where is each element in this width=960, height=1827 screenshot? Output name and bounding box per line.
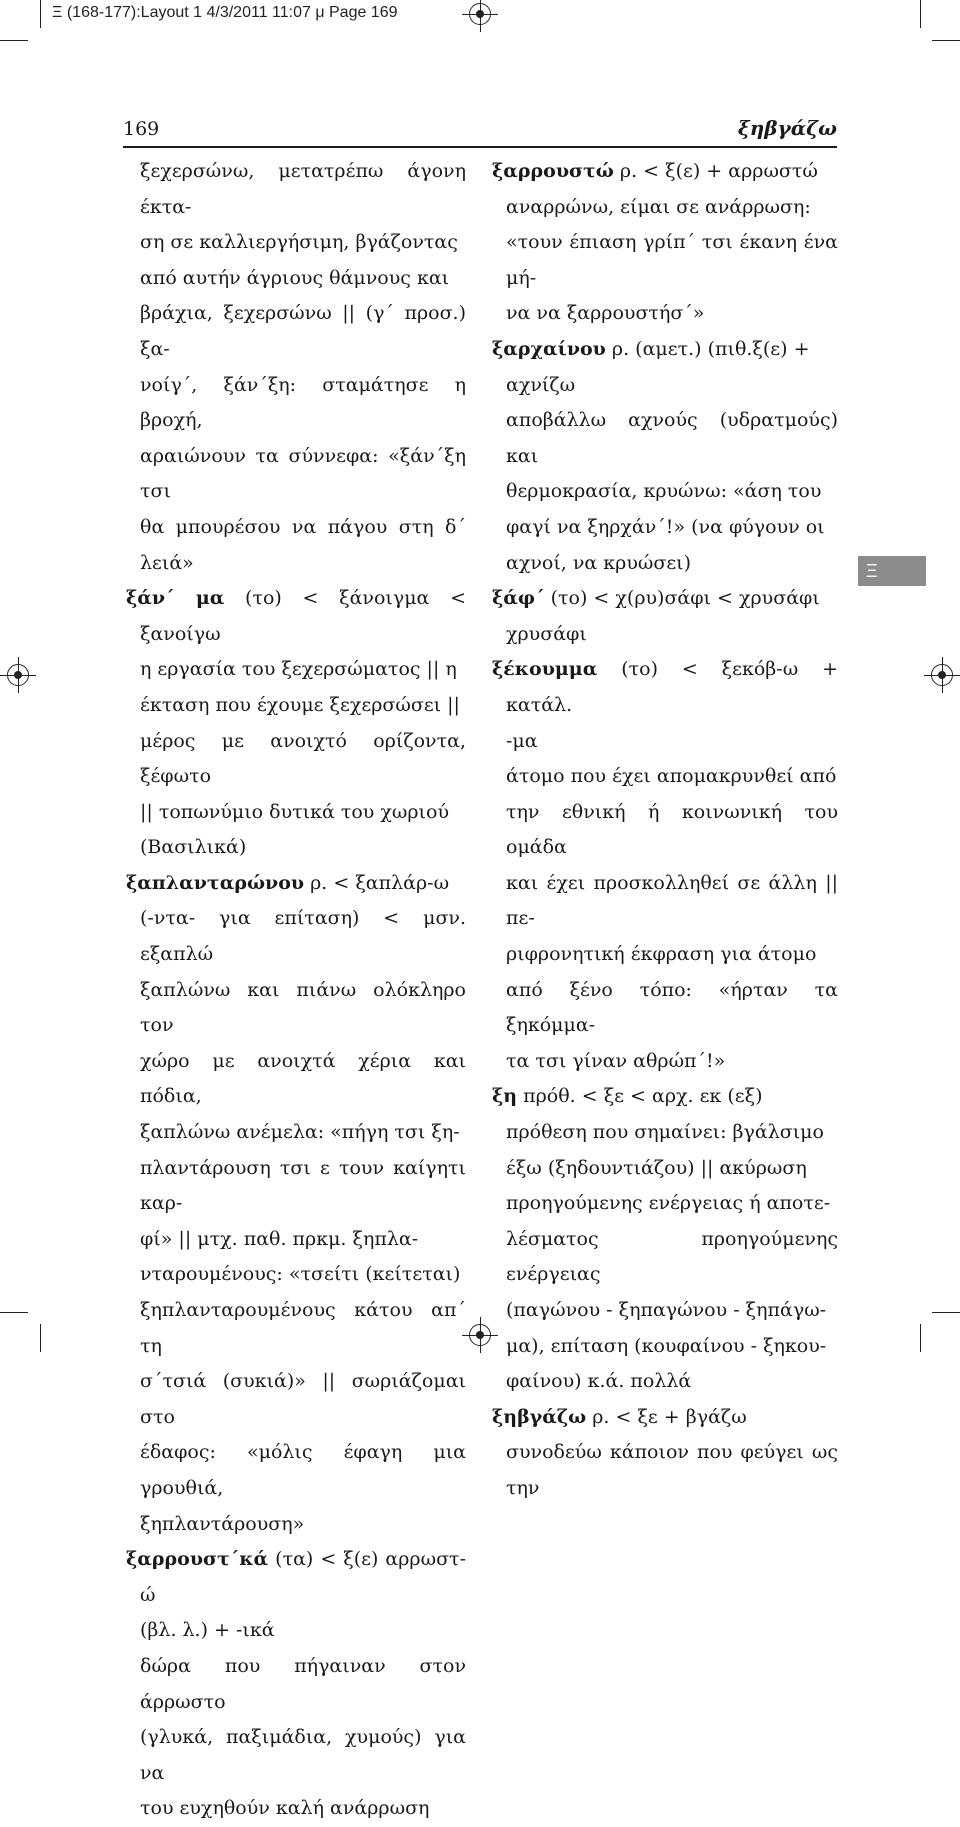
headword: ξαπλανταρώνου xyxy=(126,871,305,894)
dictionary-entry-head xyxy=(126,1542,466,1613)
dictionary-entry-head xyxy=(492,154,838,190)
crop-mark-bottom-right-h xyxy=(932,1312,960,1313)
thumb-index-tab: Ξ xyxy=(858,556,926,586)
definition-line: ξηπλανταρουμένους κάτου απ΄ τη xyxy=(140,1299,466,1357)
definition-line: αχνοί, να κρυώσει) xyxy=(506,551,692,574)
definition-line: (βλ. λ.) + -ικά xyxy=(140,1619,275,1642)
definition-line: αραιώνουν τα σύννεφα: «ξάν΄ξη τσι xyxy=(140,444,466,503)
definition-line: (-ντα- για επίταση) < μσν. εξαπλώ xyxy=(140,907,466,966)
definition-line: φαίνου) κ.ά. πολλά xyxy=(506,1370,692,1393)
definition-line: ριφρονητική έκφραση για άτομο xyxy=(506,943,817,966)
definition-line: || τοπωνύμιο δυτικά του χωριού xyxy=(140,800,450,823)
definition-line: να να ξαρρουστήσ΄» xyxy=(506,302,705,325)
headword: ξέκουμμα xyxy=(492,658,598,681)
definition-line: βράχια, ξεχερσώνω || (γ΄ προσ.) ξα- xyxy=(140,302,466,360)
definition-line: πλαντάρουση τσι ε τουν καίγητι καρ- xyxy=(140,1156,466,1215)
registration-mark-bottom-icon xyxy=(469,1324,491,1346)
etymology: (το) < ξάνοιγμα < ξανοίγω xyxy=(140,587,467,645)
definition-line: (παγώνου - ξηπαγώνου - ξηπάγω- xyxy=(506,1299,827,1321)
definition-line: προηγούμενης ενέργειας ή αποτε- xyxy=(506,1192,831,1215)
headword: ξάφ΄ xyxy=(492,587,545,610)
header-rule xyxy=(123,146,837,148)
definition-line: η εργασία του ξεχερσώματος || η xyxy=(140,658,457,681)
etymology: ρ. < ξαπλάρ-ω xyxy=(304,871,450,894)
crop-mark-bottom-left-h xyxy=(0,1312,28,1313)
crop-mark-top-right xyxy=(920,0,921,28)
definition-line: χρυσάφι xyxy=(506,622,587,645)
definition-line: αποβάλλω αχνούς (υδρατμούς) και xyxy=(506,409,838,467)
definition-line: αχνίζω xyxy=(506,373,576,396)
definition-line: έδαφος: «μόλις έφαγη μια γρουθιά, xyxy=(140,1441,466,1499)
definition-line: φί» || μτχ. παθ. πρκμ. ξηπλα- xyxy=(140,1227,419,1250)
etymology: (το) < χ(ρυ)σάφι < χρυσάφι xyxy=(544,587,820,610)
definition-line: θα μπουρέσου να πάγου στη δ΄ λειά» xyxy=(140,515,466,574)
definition-line: «τουν έπιαση γρίπ΄ τσι έκανη ένα μή- xyxy=(506,231,838,289)
headword: ξη xyxy=(492,1085,518,1108)
definition-line: τα τσι γίναν αθρώπ΄!» xyxy=(506,1049,726,1072)
dictionary-entry-head xyxy=(492,1079,838,1115)
etymology: ρ. (αμετ.) (πιθ.ξ(ε) + xyxy=(605,337,810,360)
definition-line: και έχει προσκολληθεί σε άλλη || πε- xyxy=(506,871,838,930)
definition-line: λέσματος προηγούμενης ενέργειας xyxy=(506,1227,838,1286)
definition-line: αναρρώνω, είμαι σε ανάρρωση: xyxy=(506,195,811,218)
definition-line: ξαπλώνω και πιάνω ολόκληρο τον xyxy=(140,978,466,1037)
definition-line: άτομο που έχει απομακρυνθεί από xyxy=(506,765,837,788)
crop-mark-bottom-left xyxy=(40,1324,41,1352)
dictionary-entry-head xyxy=(126,866,466,902)
definition-line: νοίγ΄, ξάν΄ξη: σταμάτησε η βροχή, xyxy=(140,373,466,432)
crop-mark-top-left-h xyxy=(0,40,28,41)
definition-line: ξαπλώνω ανέμελα: «πήγη τσι ξη- xyxy=(140,1121,460,1144)
definition-line: -μα xyxy=(506,729,538,752)
crop-mark-top-right-h xyxy=(932,40,960,41)
headword: ξάν΄ μα xyxy=(126,587,225,610)
headword: ξαρρουστώ xyxy=(492,160,614,182)
etymology: (το) < ξεκόβ-ω + κατάλ. xyxy=(506,658,838,716)
definition-line: έξω (ξηδουντιάζου) || ακύρωση xyxy=(506,1156,807,1179)
page-number: 169 xyxy=(123,118,160,140)
definition-line: έκταση που έχουμε ξεχερσώσει || xyxy=(140,693,460,716)
dictionary-entry-head xyxy=(492,332,838,368)
crop-mark-bottom-right xyxy=(920,1324,921,1352)
dictionary-entry-head xyxy=(126,581,466,652)
definition-line: φαγί να ξηρχάν΄!» (να φύγουν οι xyxy=(506,515,825,538)
etymology: ρ. < ξ(ε) + αρρωστώ xyxy=(613,160,818,182)
crop-mark-top-left xyxy=(40,0,41,28)
running-head: ξηβγάζω xyxy=(737,116,837,140)
definition-line: νταρουμένους: «τσείτι (κείτεται) xyxy=(140,1263,461,1286)
dictionary-entry-head xyxy=(492,1400,838,1436)
definition-line: την εθνική ή κοινωνική του ομάδα xyxy=(506,800,838,859)
headword: ξαρρουστ΄κά xyxy=(126,1548,269,1571)
definition-line: από ξένο τόπο: «ήρταν τα ξηκόμμα- xyxy=(506,978,838,1037)
left-column xyxy=(126,154,466,1827)
dictionary-entry-head xyxy=(492,652,838,723)
right-column xyxy=(492,154,838,1507)
dictionary-entry-head xyxy=(492,581,838,617)
registration-mark-right-icon xyxy=(931,664,953,686)
definition-line: πρόθεση που σημαίνει: βγάλσιμο xyxy=(506,1121,824,1144)
definition-line: μέρος με ανοιχτό ορίζοντα, ξέφωτο xyxy=(140,729,466,788)
print-slug: Ξ (168-177):Layout 1 4/3/2011 11:07 μ Page 169 xyxy=(52,4,398,21)
definition-line: από αυτήν άγριους θάμνους και xyxy=(140,266,450,289)
definition-line: (Βασιλικά) xyxy=(140,836,247,859)
definition-line: χώρο με ανοιχτά χέρια και πόδια, xyxy=(140,1049,466,1108)
headword: ξηβγάζω xyxy=(492,1405,587,1428)
definition-line: σ΄τσιά (συκιά)» || σωριάζομαι στο xyxy=(140,1370,466,1428)
definition-line: ξηπλαντάρουση» xyxy=(140,1512,305,1535)
definition-line: μα), επίταση (κουφαίνου - ξηκου- xyxy=(506,1334,827,1357)
registration-mark-left-icon xyxy=(7,664,29,686)
definition-line: ξεχερσώνω, μετατρέπω άγονη έκτα- xyxy=(140,160,466,218)
etymology: πρόθ. < ξε < αρχ. εκ (εξ) xyxy=(517,1085,763,1108)
definition-line: συνοδεύω κάποιον που φεύγει ως την xyxy=(506,1441,838,1499)
headword: ξαρχαίνου xyxy=(492,337,606,360)
definition-line: (γλυκά, παξιμάδια, χυμούς) για να xyxy=(140,1726,466,1784)
definition-line: ση σε καλλιεργήσιμη, βγάζοντας xyxy=(140,231,458,254)
definition-line: δώρα που πήγαιναν στον άρρωστο xyxy=(140,1654,466,1713)
etymology: ρ. < ξε + βγάζω xyxy=(586,1405,747,1428)
definition-line: του ευχηθούν καλή ανάρρωση xyxy=(140,1797,430,1820)
registration-mark-top-icon xyxy=(469,3,491,25)
etymology: (τα) < ξ(ε) αρρωστ-ώ xyxy=(140,1548,466,1606)
definition-line: θερμοκρασία, κρυώνω: «άση του xyxy=(506,480,822,503)
